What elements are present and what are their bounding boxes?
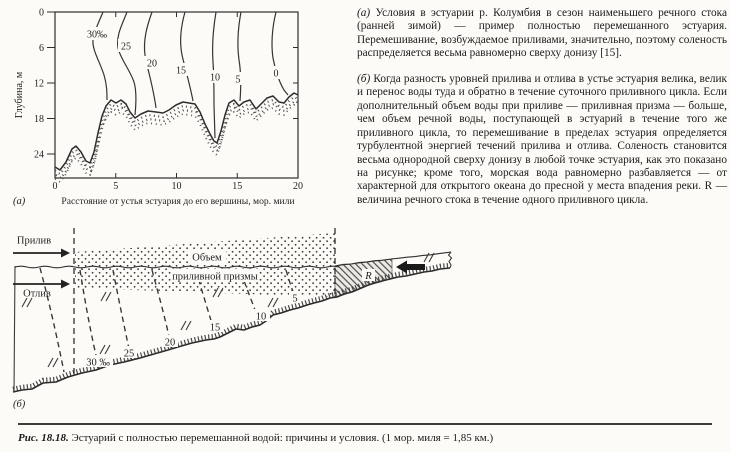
contour-label: 25 <box>121 41 131 53</box>
contour-label: 5 <box>292 293 298 305</box>
y-axis <box>14 8 55 161</box>
contour-label: 5 <box>235 74 241 86</box>
paragraph-b-label: (б) <box>357 72 371 85</box>
flood-arrow <box>13 249 70 258</box>
seabed-stipple <box>55 105 298 182</box>
paragraph-b <box>357 73 727 208</box>
seabed-stipple <box>55 97 298 174</box>
figure-caption-number: Рис. 18.18. <box>18 432 69 444</box>
tidal-prism-dotted-band <box>75 233 335 297</box>
contour-label: 20 <box>164 337 176 349</box>
x-tick-label: 20 <box>293 181 303 192</box>
seabed-stipple <box>56 101 299 178</box>
contour-label: 30 ‰ <box>86 357 110 369</box>
ebb-label: Отлив <box>23 288 51 300</box>
contour-label: 30‰ <box>87 29 107 41</box>
paragraph-a-text: Условия в эстуарии р. Колумбия в сезон наименьшего речного стока (ранней зимой) — пример полностью перемешанного эстуария. Перемешивание, возбуждаемое приливами, значительно, поэтому соленость распределяется весьма равномерно сверху донизу [15]. <box>357 7 727 60</box>
y-tick-label: 0 <box>39 7 44 19</box>
contour-label: 15 <box>176 65 186 77</box>
contour-label: 20 <box>147 58 157 70</box>
paragraph-a <box>357 7 727 61</box>
y-tick-label: 18 <box>34 114 44 125</box>
seabed-profile <box>55 93 298 170</box>
y-tick-label: 12 <box>34 78 44 90</box>
contour-label: 0 <box>273 68 279 80</box>
prism-volume-label-line1: Объем <box>192 252 222 264</box>
contour-label: 10 <box>255 311 267 323</box>
x-axis-title: Расстояние от устья эстуария до его вершины, мор. мили <box>61 196 295 207</box>
panel-label-a: (а) <box>13 196 26 207</box>
contour-label: 15 <box>209 322 221 334</box>
x-tick-label: 10 <box>171 181 182 192</box>
x-axis <box>53 181 304 207</box>
contour-label: 25 <box>123 348 135 360</box>
y-tick-label: 24 <box>34 149 44 161</box>
caption-divider <box>18 423 712 425</box>
panel-label-b: (б) <box>13 399 26 410</box>
y-tick-label: 6 <box>39 43 44 54</box>
minor-ticks <box>116 12 298 178</box>
figure-b-tidal-prism-section <box>0 222 660 427</box>
paragraph-b-text: Когда разность уровней прилива и отлива в устье эстуария велика, велик и перенос воды туда и обратно в течение суточного приливного цикла. Если дополнительный объем воды при приливе — приливная призма — больше, чем объем речной воды, поступающей в эстуарий в течение того же приливного цикла, то перемешивание в пределах эстуария определяется турбулентной энергией течений прилива и отлива. Соленость становится весьма однородной сверху донизу в любой точке эстуария, как это показано на рисунке; кроме того, морская вода равномерно разбавляется — от характерной для открытого океана до пресной у места впадения реки. R — величина речного стока в течение одного приливного цикла. <box>357 72 727 206</box>
x-tick-label: 15 <box>232 181 243 192</box>
ebb-arrow <box>13 280 70 289</box>
section-right-edge <box>449 252 452 268</box>
y-axis-title: Глубина, м <box>14 71 25 119</box>
isohaline-contours <box>93 12 288 138</box>
x-tick-label: 5 <box>113 181 119 192</box>
figure-a-salinity-section <box>0 0 340 220</box>
contour-label: 10 <box>210 72 220 84</box>
paragraph-a-label: (а) <box>357 7 371 19</box>
contour-labels-b <box>83 291 301 369</box>
figure-caption-text: Эстуарий с полностью перемешанной водой: причины и условия. (1 мор. миля = 1,85 км.) <box>71 432 494 444</box>
flood-label: Прилив <box>16 235 52 247</box>
river-runoff-label: R <box>365 271 372 282</box>
contour-labels <box>84 27 282 86</box>
text-column <box>357 7 727 219</box>
figure-caption <box>18 432 718 445</box>
x-tick-label: 0 <box>52 181 58 192</box>
prism-volume-label-line2: приливной призмы <box>172 271 258 283</box>
